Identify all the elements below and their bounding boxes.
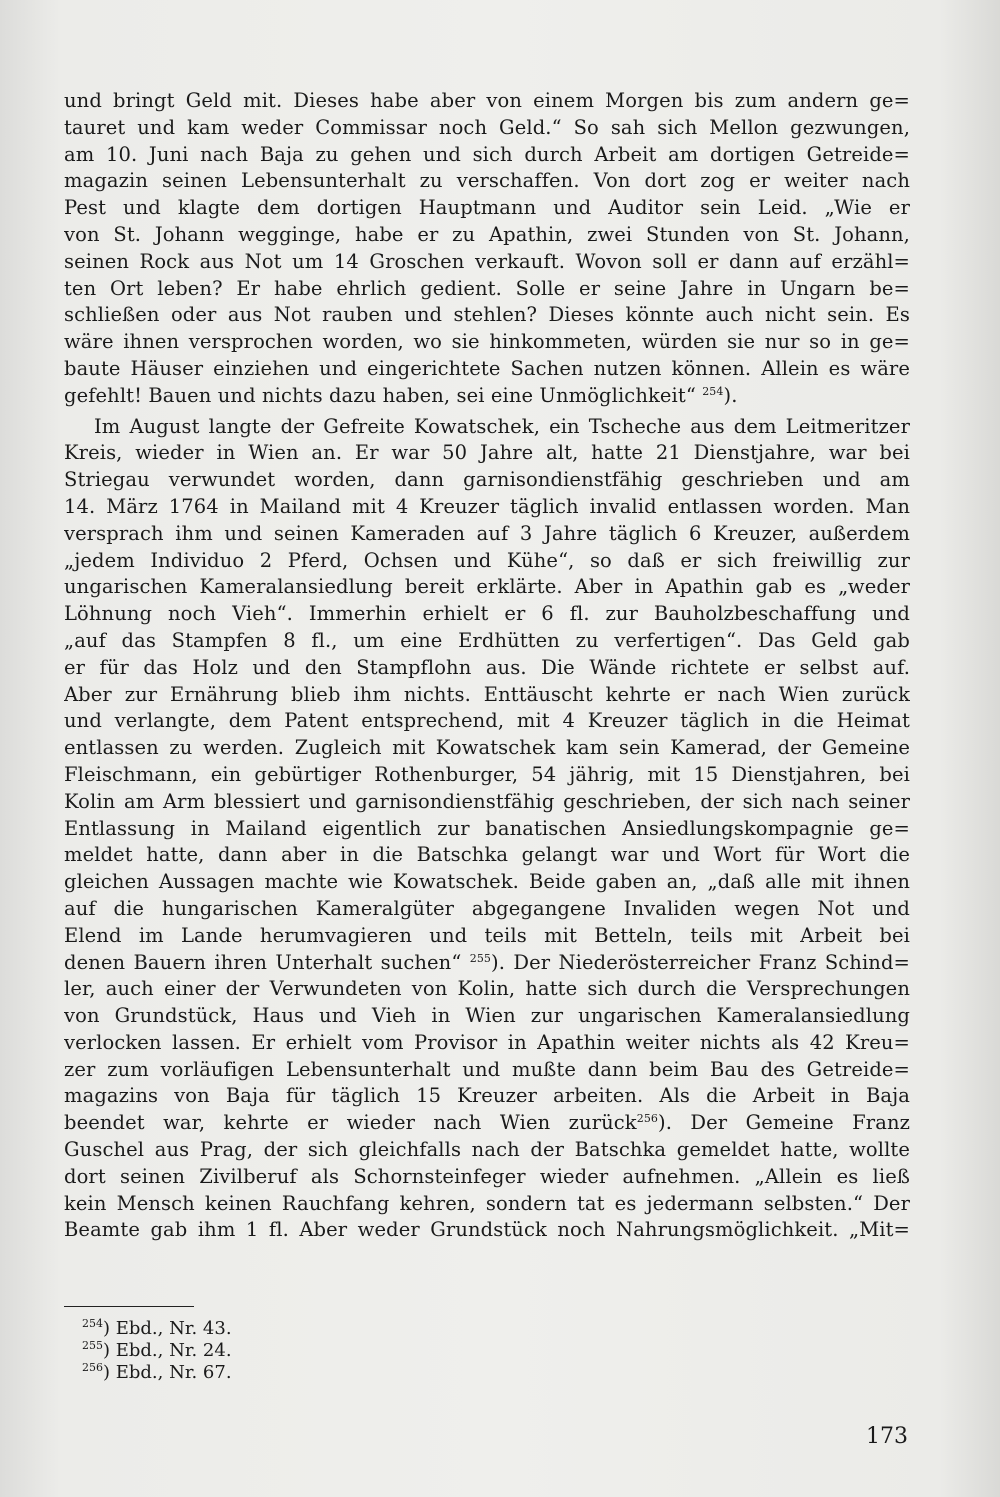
body-text	[64, 88, 910, 1244]
text-line: und bringt Geld mit. Dieses habe aber von einem Morgen bis zum andern ge=	[64, 89, 910, 112]
text-line: auf die hungarischen Kameralgüter abgegangene Invaliden wegen Not und	[64, 896, 910, 920]
text-fragment: gefehlt! Bauen und nichts dazu haben, sei eine Unmöglichkeit“	[64, 383, 696, 407]
text-line: schließen oder aus Not rauben und stehlen? Dieses könnte auch nicht sein. Es	[64, 303, 910, 327]
text-line: wäre ihnen versprochen worden, wo sie hinkommeten, würden sie nur so in ge=	[64, 330, 910, 354]
text-line	[64, 950, 910, 977]
text-line: er für das Holz und den Stampflohn aus. Die Wände richtete er selbst auf.	[64, 655, 910, 679]
text-line	[64, 383, 910, 410]
text-line: baute Häuser einziehen und eingerichtete Sachen nutzen können. Allein es wäre	[64, 356, 910, 380]
footnote-number: 256	[82, 1361, 103, 1374]
text-line: tauret und kam weder Commissar noch Geld.“ So sah sich Mellon gezwungen,	[64, 115, 910, 139]
footnote-ref[interactable]: 254	[702, 384, 724, 398]
text-line: entlassen zu werden. Zugleich mit Kowatschek kam sein Kamerad, der Gemeine	[64, 736, 910, 760]
footnote	[82, 1340, 482, 1362]
page-number: 173	[866, 1424, 908, 1449]
footnote-text: ) Ebd., Nr. 24.	[103, 1340, 232, 1361]
text-line: ler, auch einer der Verwundeten von Kolin, hatte sich durch die Versprechungen	[64, 977, 910, 1001]
text-line: Fleischmann, ein gebürtiger Rothenburger, 54 jährig, mit 15 Dienstjahren, bei	[64, 762, 910, 786]
text-fragment: beendet war, kehrte er wieder nach Wien zurück	[64, 1111, 637, 1135]
footnote-ref[interactable]: 255	[469, 951, 492, 965]
text-line: „auf das Stampfen 8 fl., um eine Erdhütten zu verfertigen“. Das Geld gab	[64, 628, 910, 652]
text-line: gleichen Aussagen machte wie Kowatschek. Beide gaben an, „daß alle mit ihnen	[64, 870, 910, 894]
text-line: 14. März 1764 in Mailand mit 4 Kreuzer täglich invalid entlassen worden. Man	[64, 494, 910, 518]
footnote	[82, 1318, 482, 1340]
text-line: kein Mensch keinen Rauchfang kehren, sondern tat es jedermann selbsten.“ Der	[64, 1191, 910, 1215]
text-fragment: ). Der Gemeine Franz	[658, 1111, 910, 1135]
text-line: Kreis, wieder in Wien an. Er war 50 Jahre alt, hatte 21 Dienstjahre, war bei	[64, 441, 910, 465]
text-line: zer zum vorläufigen Lebensunterhalt und mußte dann beim Bau des Getreide=	[64, 1057, 910, 1081]
text-line: ten Ort leben? Er habe ehrlich gedient. Solle er seine Jahre in Ungarn be=	[64, 276, 910, 300]
footnotes	[82, 1318, 482, 1384]
text-line: Aber zur Ernährung blieb ihm nichts. Enttäuscht kehrte er nach Wien zurück	[64, 682, 910, 706]
text-line: Entlassung in Mailand eigentlich zur banatischen Ansiedlungskompagnie ge=	[64, 816, 910, 840]
text-fragment: ). Der Niederösterreicher Franz Schind=	[491, 950, 910, 974]
footnote-number: 254	[82, 1317, 103, 1330]
text-line: seinen Rock aus Not um 14 Groschen verkauft. Wovon soll er dann auf erzähl=	[64, 249, 910, 273]
text-line: von Grundstück, Haus und Vieh in Wien zur ungarischen Kameralansiedlung	[64, 1004, 910, 1028]
text-line: von St. Johann wegginge, habe er zu Apathin, zwei Stunden von St. Johann,	[64, 222, 910, 246]
text-line: dort seinen Zivilberuf als Schornsteinfeger wieder aufnehmen. „Allein es ließ	[64, 1164, 910, 1188]
footnote	[82, 1362, 482, 1384]
text-line: Pest und klagte dem dortigen Hauptmann und Auditor sein Leid. „Wie er	[64, 196, 910, 220]
text-line: ungarischen Kameralansiedlung bereit erklärte. Aber in Apathin gab es „weder	[64, 575, 910, 599]
text-line: magazin seinen Lebensunterhalt zu verschaffen. Von dort zog er weiter nach	[64, 169, 910, 193]
text-line: versprach ihm und seinen Kameraden auf 3 Jahre täglich 6 Kreuzer, außerdem	[64, 521, 910, 545]
footnote-number: 255	[82, 1339, 103, 1352]
footnote-divider	[64, 1306, 194, 1307]
text-line: „jedem Individuo 2 Pferd, Ochsen und Kühe“, so daß er sich freiwillig zur	[64, 548, 910, 572]
footnote-text: ) Ebd., Nr. 43.	[103, 1318, 232, 1339]
text-fragment: ).	[723, 383, 738, 407]
text-line: Im August langte der Gefreite Kowatschek, ein Tscheche aus dem Leitmeritzer	[94, 414, 910, 438]
text-line: Striegau verwundet worden, dann garnisondienstfähig geschrieben und am	[64, 468, 910, 492]
text-line: Löhnung noch Vieh“. Immerhin erhielt er 6 fl. zur Bauholzbeschaffung und	[64, 602, 910, 626]
text-line: meldet hatte, dann aber in die Batschka gelangt war und Wort für Wort die	[64, 843, 910, 867]
text-line: Elend im Lande herumvagieren und teils mit Betteln, teils mit Arbeit bei	[64, 923, 910, 947]
footnote-text: ) Ebd., Nr. 67.	[103, 1362, 232, 1383]
footnote-ref[interactable]: 256	[636, 1112, 659, 1126]
text-line: am 10. Juni nach Baja zu gehen und sich durch Arbeit am dortigen Getreide=	[64, 142, 910, 166]
text-line: Beamte gab ihm 1 fl. Aber weder Grundstück noch Nahrungsmöglichkeit. „Mit=	[64, 1218, 910, 1242]
text-line: Guschel aus Prag, der sich gleichfalls nach der Batschka gemeldet hatte, wollte	[64, 1138, 910, 1162]
text-line: magazins von Baja für täglich 15 Kreuzer arbeiten. Als die Arbeit in Baja	[64, 1084, 910, 1108]
text-fragment: denen Bauern ihren Unterhalt suchen“	[64, 950, 462, 974]
text-line	[64, 1110, 910, 1137]
text-line: Kolin am Arm blessiert und garnisondienstfähig geschrieben, der sich nach seiner	[64, 789, 910, 813]
text-line: und verlangte, dem Patent entsprechend, mit 4 Kreuzer täglich in die Heimat	[64, 709, 910, 733]
text-line: verlocken lassen. Er erhielt vom Provisor in Apathin weiter nichts als 42 Kreu=	[64, 1030, 910, 1054]
